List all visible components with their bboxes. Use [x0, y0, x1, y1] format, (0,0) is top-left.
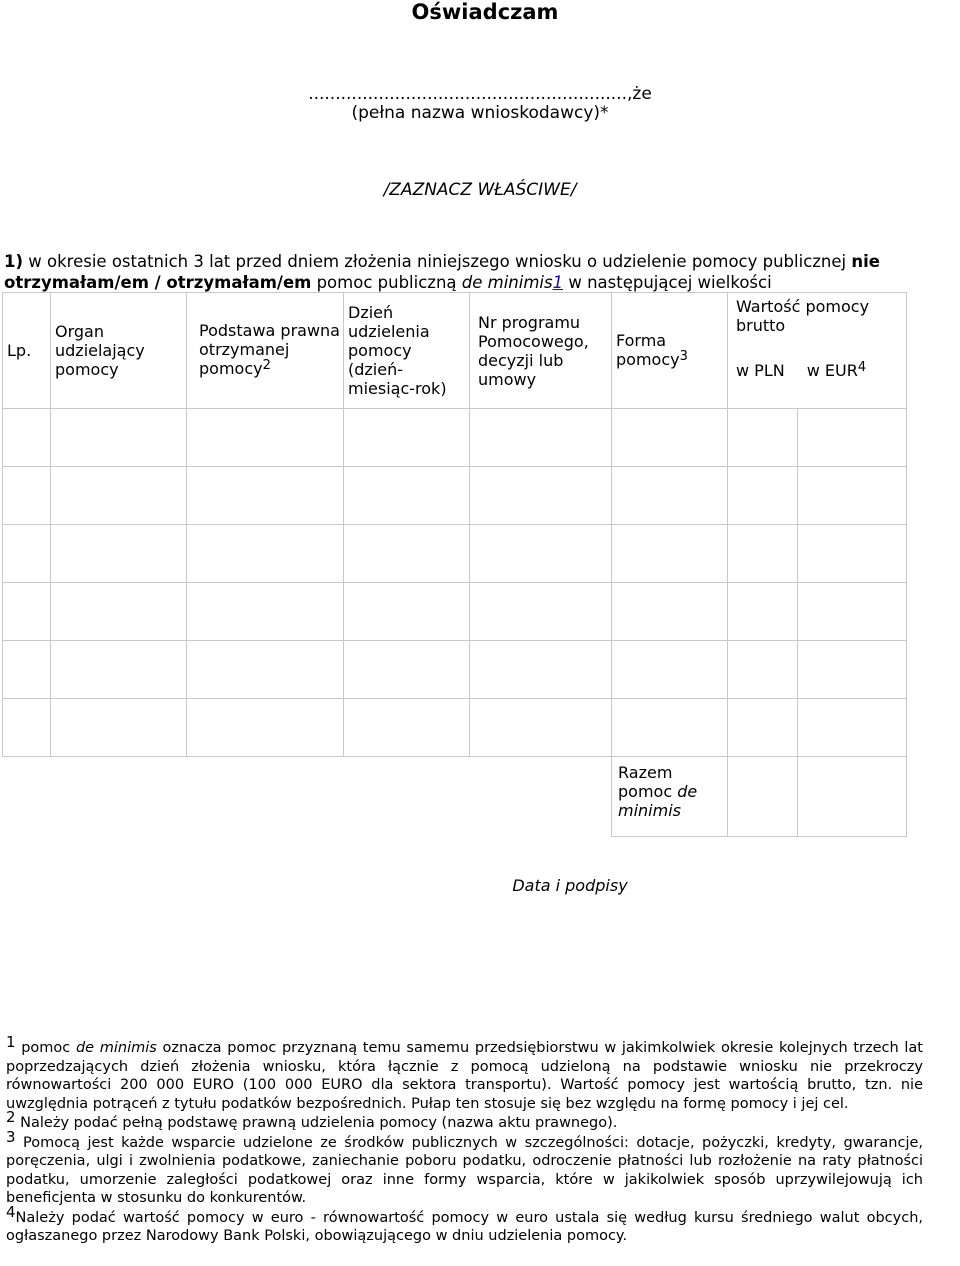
statement-text-after: w następującej wielkości: [563, 273, 772, 292]
cell-podstawa[interactable]: [187, 409, 344, 467]
cell-podstawa[interactable]: [187, 583, 344, 641]
table-row: [3, 641, 907, 699]
cell-pln[interactable]: [728, 467, 798, 525]
header-podstawa-label: Podstawa prawna otrzymanej pomocy: [199, 321, 340, 378]
applicant-name-caption: (pełna nazwa wnioskodawcy)*: [351, 103, 609, 123]
header-nr-programu-label: Nr programu Pomocowego, decyzji lub umowy: [478, 312, 589, 389]
cell-eur[interactable]: [798, 467, 907, 525]
cell-pln[interactable]: [728, 525, 798, 583]
header-organ-label: Organ udzielający pomocy: [55, 322, 145, 379]
statement-paragraph: [4, 251, 960, 293]
cell-organ[interactable]: [51, 525, 187, 583]
statement-de-minimis: de minimis: [461, 273, 553, 292]
header-organ: [51, 293, 187, 409]
total-eur[interactable]: [798, 757, 907, 837]
header-wartosc-label: Wartość pomocy brutto: [736, 297, 870, 335]
table-row: [3, 467, 907, 525]
cell-pln[interactable]: [728, 699, 798, 757]
cell-podstawa[interactable]: [187, 699, 344, 757]
footnote-2-number: 2: [6, 1108, 16, 1126]
footnote-3-text: Pomocą jest każde wsparcie udzielone ze środków publicznych w szczególności: dotacje, pożyczki, kredyty, gwarancje, poręczenia, ulgi i zwolnienia podatkowe, zaniechanie poboru podatku, odroczenie płatności lub rozłożenie na raty płatności podatku, umorzenie zaległości podatkowej oraz inne formy wsparcia, które w jakikolwiek sposób uprzywilejowują ich beneficjenta w stosunku do konkurentów.: [6, 1134, 923, 1206]
applicant-name-line[interactable]: ...........................................................,że: [308, 84, 652, 104]
header-w-eur: w EUR: [806, 361, 858, 380]
header-currency-row: [736, 361, 906, 382]
cell-dzien[interactable]: [344, 409, 470, 467]
footnote-3-ref: 3: [679, 348, 688, 364]
mark-instruction: /ZAZNACZ WŁAŚCIWE/: [383, 180, 577, 200]
total-pln[interactable]: [728, 757, 798, 837]
table-row: [3, 409, 907, 467]
cell-eur[interactable]: [798, 583, 907, 641]
cell-forma[interactable]: [612, 467, 728, 525]
cell-forma[interactable]: [612, 583, 728, 641]
statement-text-mid: pomoc publiczną: [311, 273, 462, 292]
footnotes: [6, 1033, 923, 1246]
footnote-3-number: 3: [6, 1127, 16, 1146]
footnote-1: [6, 1033, 923, 1113]
cell-lp[interactable]: [3, 699, 51, 757]
cell-podstawa[interactable]: [187, 641, 344, 699]
footnote-1-text-b: oznacza pomoc przyznaną temu samemu przedsiębiorstwu w jakimkolwiek okresie kolejnych trzech lat poprzedzających dzień złożenia wniosku, która łącznie z pomocą udzieloną na podstawie wniosku nie przekroczy równowartości 200 000 EURO (100 000 EURO dla sektora transportu). Wartość pomocy jest wartością brutto, tzn. nie uwzględnia potrąceń z tytułu podatków bezpośrednich. Pułap ten stosuje się bez względu na formę pomocy i jej cel.: [6, 1040, 923, 1112]
cell-nr-programu[interactable]: [470, 525, 612, 583]
total-label: [612, 757, 728, 837]
table-row: [3, 525, 907, 583]
cell-lp[interactable]: [3, 641, 51, 699]
cell-lp[interactable]: [3, 525, 51, 583]
cell-organ[interactable]: [51, 409, 187, 467]
total-row: [3, 757, 907, 837]
total-label-text: Razem pomoc: [618, 763, 678, 801]
cell-nr-programu[interactable]: [470, 699, 612, 757]
cell-dzien[interactable]: [344, 699, 470, 757]
cell-nr-programu[interactable]: [470, 467, 612, 525]
cell-pln[interactable]: [728, 583, 798, 641]
cell-eur[interactable]: [798, 641, 907, 699]
cell-forma[interactable]: [612, 641, 728, 699]
table-row: [3, 583, 907, 641]
statement-options[interactable]: nie otrzymałam/em / otrzymałam/em: [4, 252, 880, 292]
cell-lp[interactable]: [3, 409, 51, 467]
date-signature-label: Data i podpisy: [512, 876, 628, 895]
header-nr-programu: [470, 293, 612, 409]
header-dzien-label: Dzień udzielenia pomocy (dzień-miesiąc-rok): [348, 303, 447, 398]
cell-dzien[interactable]: [344, 583, 470, 641]
header-forma: [612, 293, 728, 409]
aid-table: [2, 292, 907, 837]
header-lp: Lp.: [3, 293, 51, 409]
footnote-4: [6, 1202, 923, 1246]
cell-forma[interactable]: [612, 525, 728, 583]
cell-organ[interactable]: [51, 641, 187, 699]
cell-eur[interactable]: [798, 409, 907, 467]
cell-forma[interactable]: [612, 409, 728, 467]
footnote-4-text: Należy podać wartość pomocy w euro - równowartość pomocy w euro ustala się według kursu średniego walut obcych, ogłaszanego przez Narodowy Bank Polski, obowiązującego w dniu udzielenia pomocy.: [6, 1209, 923, 1244]
header-podstawa: [187, 293, 344, 409]
footnote-2-text: Należy podać pełną podstawę prawną udzielenia pomocy (nazwa aktu prawnego).: [15, 1115, 618, 1131]
footnote-1-number: 1: [6, 1033, 16, 1051]
cell-organ[interactable]: [51, 699, 187, 757]
cell-dzien[interactable]: [344, 641, 470, 699]
cell-podstawa[interactable]: [187, 525, 344, 583]
statement-text-before: w okresie ostatnich 3 lat przed dniem złożenia niniejszego wniosku o udzielenie pomocy publicznej: [23, 252, 852, 271]
cell-pln[interactable]: [728, 409, 798, 467]
statement-number: 1): [4, 252, 24, 271]
cell-podstawa[interactable]: [187, 467, 344, 525]
cell-nr-programu[interactable]: [470, 641, 612, 699]
cell-pln[interactable]: [728, 641, 798, 699]
footnote-4-number: 4: [6, 1202, 16, 1221]
cell-dzien[interactable]: [344, 525, 470, 583]
header-wartosc: [728, 293, 907, 409]
footnote-3: [6, 1127, 923, 1208]
header-forma-label: Forma pomocy: [616, 330, 680, 369]
header-w-pln: w PLN: [736, 361, 785, 380]
cell-nr-programu[interactable]: [470, 583, 612, 641]
cell-nr-programu[interactable]: [470, 409, 612, 467]
cell-dzien[interactable]: [344, 467, 470, 525]
cell-organ[interactable]: [51, 467, 187, 525]
footnote-link-1[interactable]: 1: [552, 273, 564, 292]
footnote-1-de-minimis: de minimis: [75, 1040, 157, 1056]
page-title: Oświadczam: [411, 0, 559, 24]
footnote-4-ref: 4: [857, 360, 867, 375]
table-row: [3, 699, 907, 757]
cell-eur[interactable]: [798, 525, 907, 583]
footnote-1-text-a: pomoc: [15, 1040, 76, 1056]
header-dzien: [344, 293, 470, 409]
footnote-2-ref: 2: [262, 358, 271, 373]
cell-eur[interactable]: [798, 699, 907, 757]
cell-organ[interactable]: [51, 583, 187, 641]
footnote-2: [6, 1108, 923, 1133]
total-spacer: [3, 757, 612, 837]
cell-lp[interactable]: [3, 467, 51, 525]
total-label-de-minimis: de minimis: [618, 782, 698, 820]
cell-forma[interactable]: [612, 699, 728, 757]
cell-lp[interactable]: [3, 583, 51, 641]
